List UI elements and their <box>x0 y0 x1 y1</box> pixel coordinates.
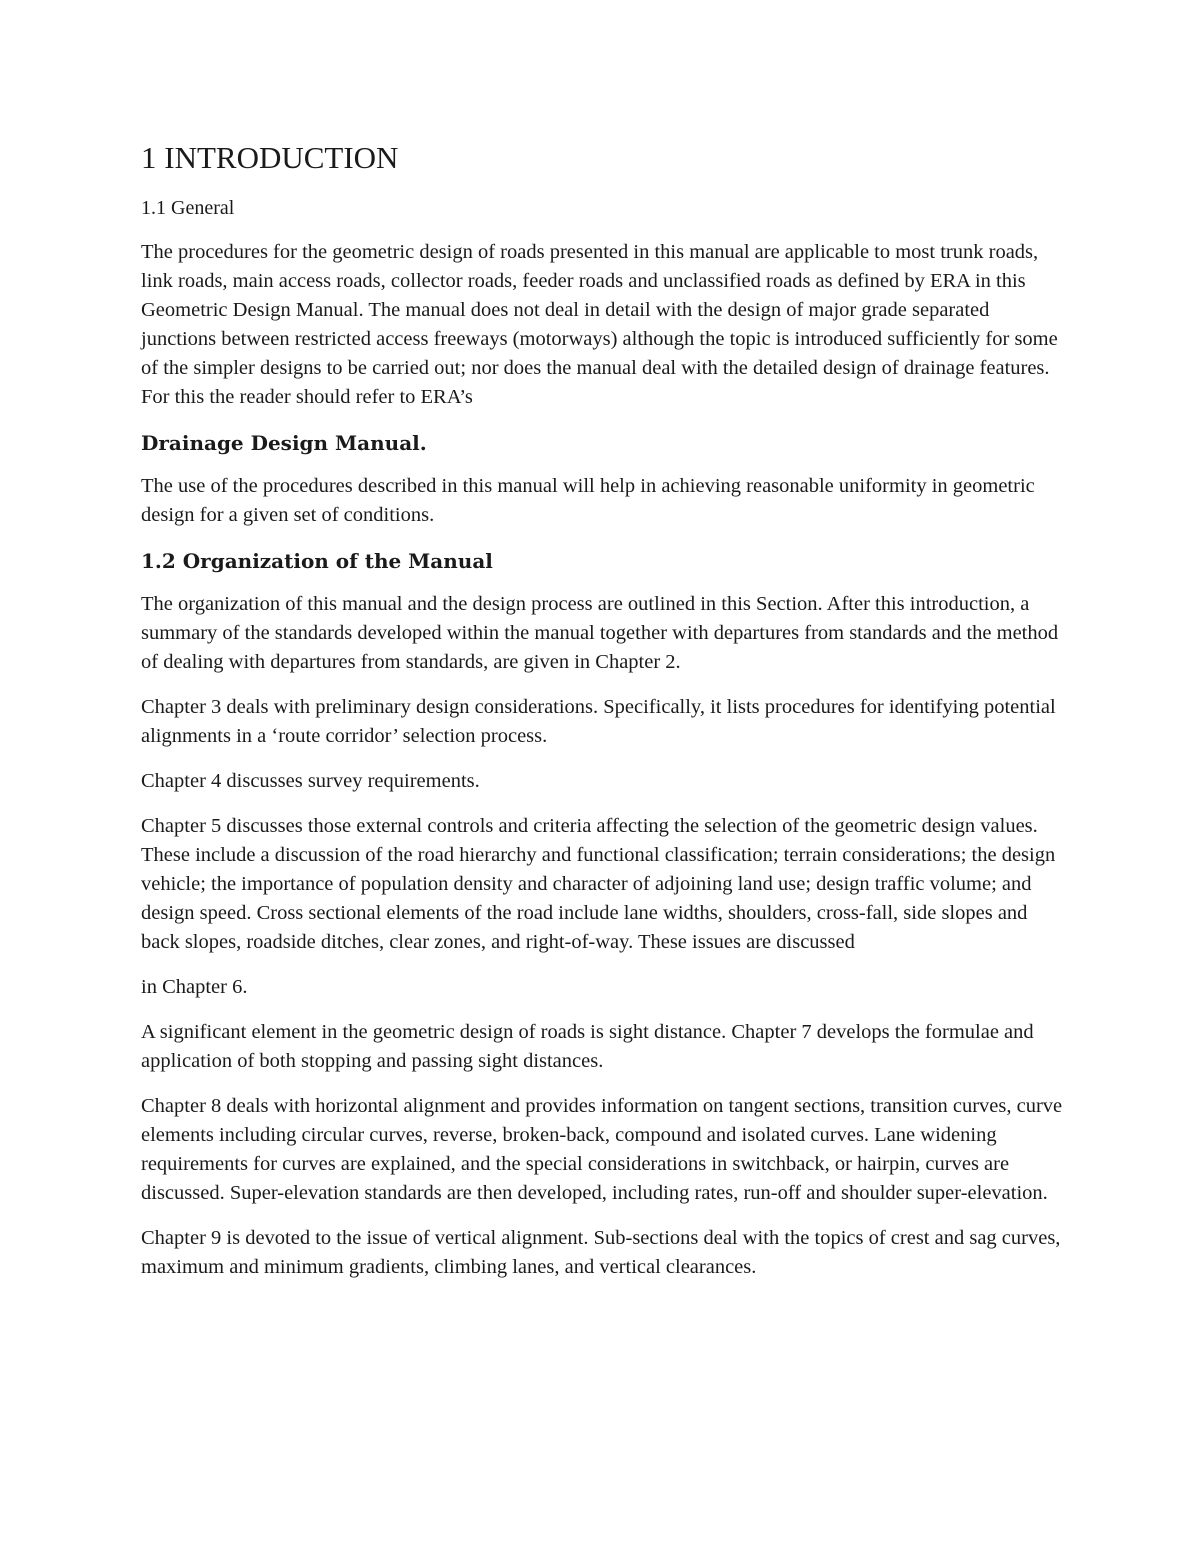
paragraph-chapter-5: Chapter 5 discusses those external controls and criteria affecting the selection of the geometric design values. These include a discussion of the road hierarchy and functional classification; terrain considerations; the design vehicle; the importance of population density and character of adjoining land use; design traffic volume; and design speed. Cross sectional elements of the road include lane widths, shoulders, cross-fall, side slopes and back slopes, roadside ditches, clear zones, and right-of-way. These issues are discussed <box>141 815 1056 953</box>
section-heading-organization: 1.2 Organization of the Manual <box>141 549 493 573</box>
paragraph-chapter-3: Chapter 3 deals with preliminary design considerations. Specifically, it lists procedures for identifying potential alignments in a ‘route corridor’ selection process. <box>141 696 1056 747</box>
chapter-title: 1 INTRODUCTION <box>141 140 399 175</box>
paragraph-chapter-7: A significant element in the geometric design of roads is sight distance. Chapter 7 develops the formulae and application of both stopping and passing sight distances. <box>141 1021 1034 1072</box>
paragraph-chapter-6: in Chapter 6. <box>141 976 248 998</box>
paragraph-chapter-9: Chapter 9 is devoted to the issue of vertical alignment. Sub-sections deal with the topics of crest and sag curves, maximum and minimum gradients, climbing lanes, and vertical clearances. <box>141 1227 1061 1278</box>
subheading-drainage-design-manual: Drainage Design Manual. <box>141 431 427 455</box>
paragraph-uniformity: The use of the procedures described in this manual will help in achieving reasonable uniformity in geometric design for a given set of conditions. <box>141 475 1035 526</box>
paragraph-chapter-4: Chapter 4 discusses survey requirements. <box>141 770 480 792</box>
paragraph-procedures: The procedures for the geometric design of roads presented in this manual are applicable to most trunk roads, link roads, main access roads, collector roads, feeder roads and unclassified roads as defined by ERA in this Geometric Design Manual. The manual does not deal in detail with the design of major grade separated junctions between restricted access freeways (motorways) although the topic is introduced sufficiently for some of the simpler designs to be carried out; nor does the manual deal with the detailed design of drainage features. For this the reader should refer to ERA’s <box>141 241 1058 408</box>
document-page <box>141 138 1066 1298</box>
paragraph-chapter-8: Chapter 8 deals with horizontal alignment and provides information on tangent sections, transition curves, curve elements including circular curves, reverse, broken-back, compound and isolated curves. Lane widening requirements for curves are explained, and the special considerations in switchback, or hairpin, curves are discussed. Super-elevation standards are then developed, including rates, run-off and shoulder super-elevation. <box>141 1095 1063 1204</box>
paragraph-organization: The organization of this manual and the design process are outlined in this Section. After this introduction, a summary of the standards developed within the manual together with departures from standards and the method of dealing with departures from standards, are given in Chapter 2. <box>141 593 1059 673</box>
section-heading-general: 1.1 General <box>141 197 235 219</box>
